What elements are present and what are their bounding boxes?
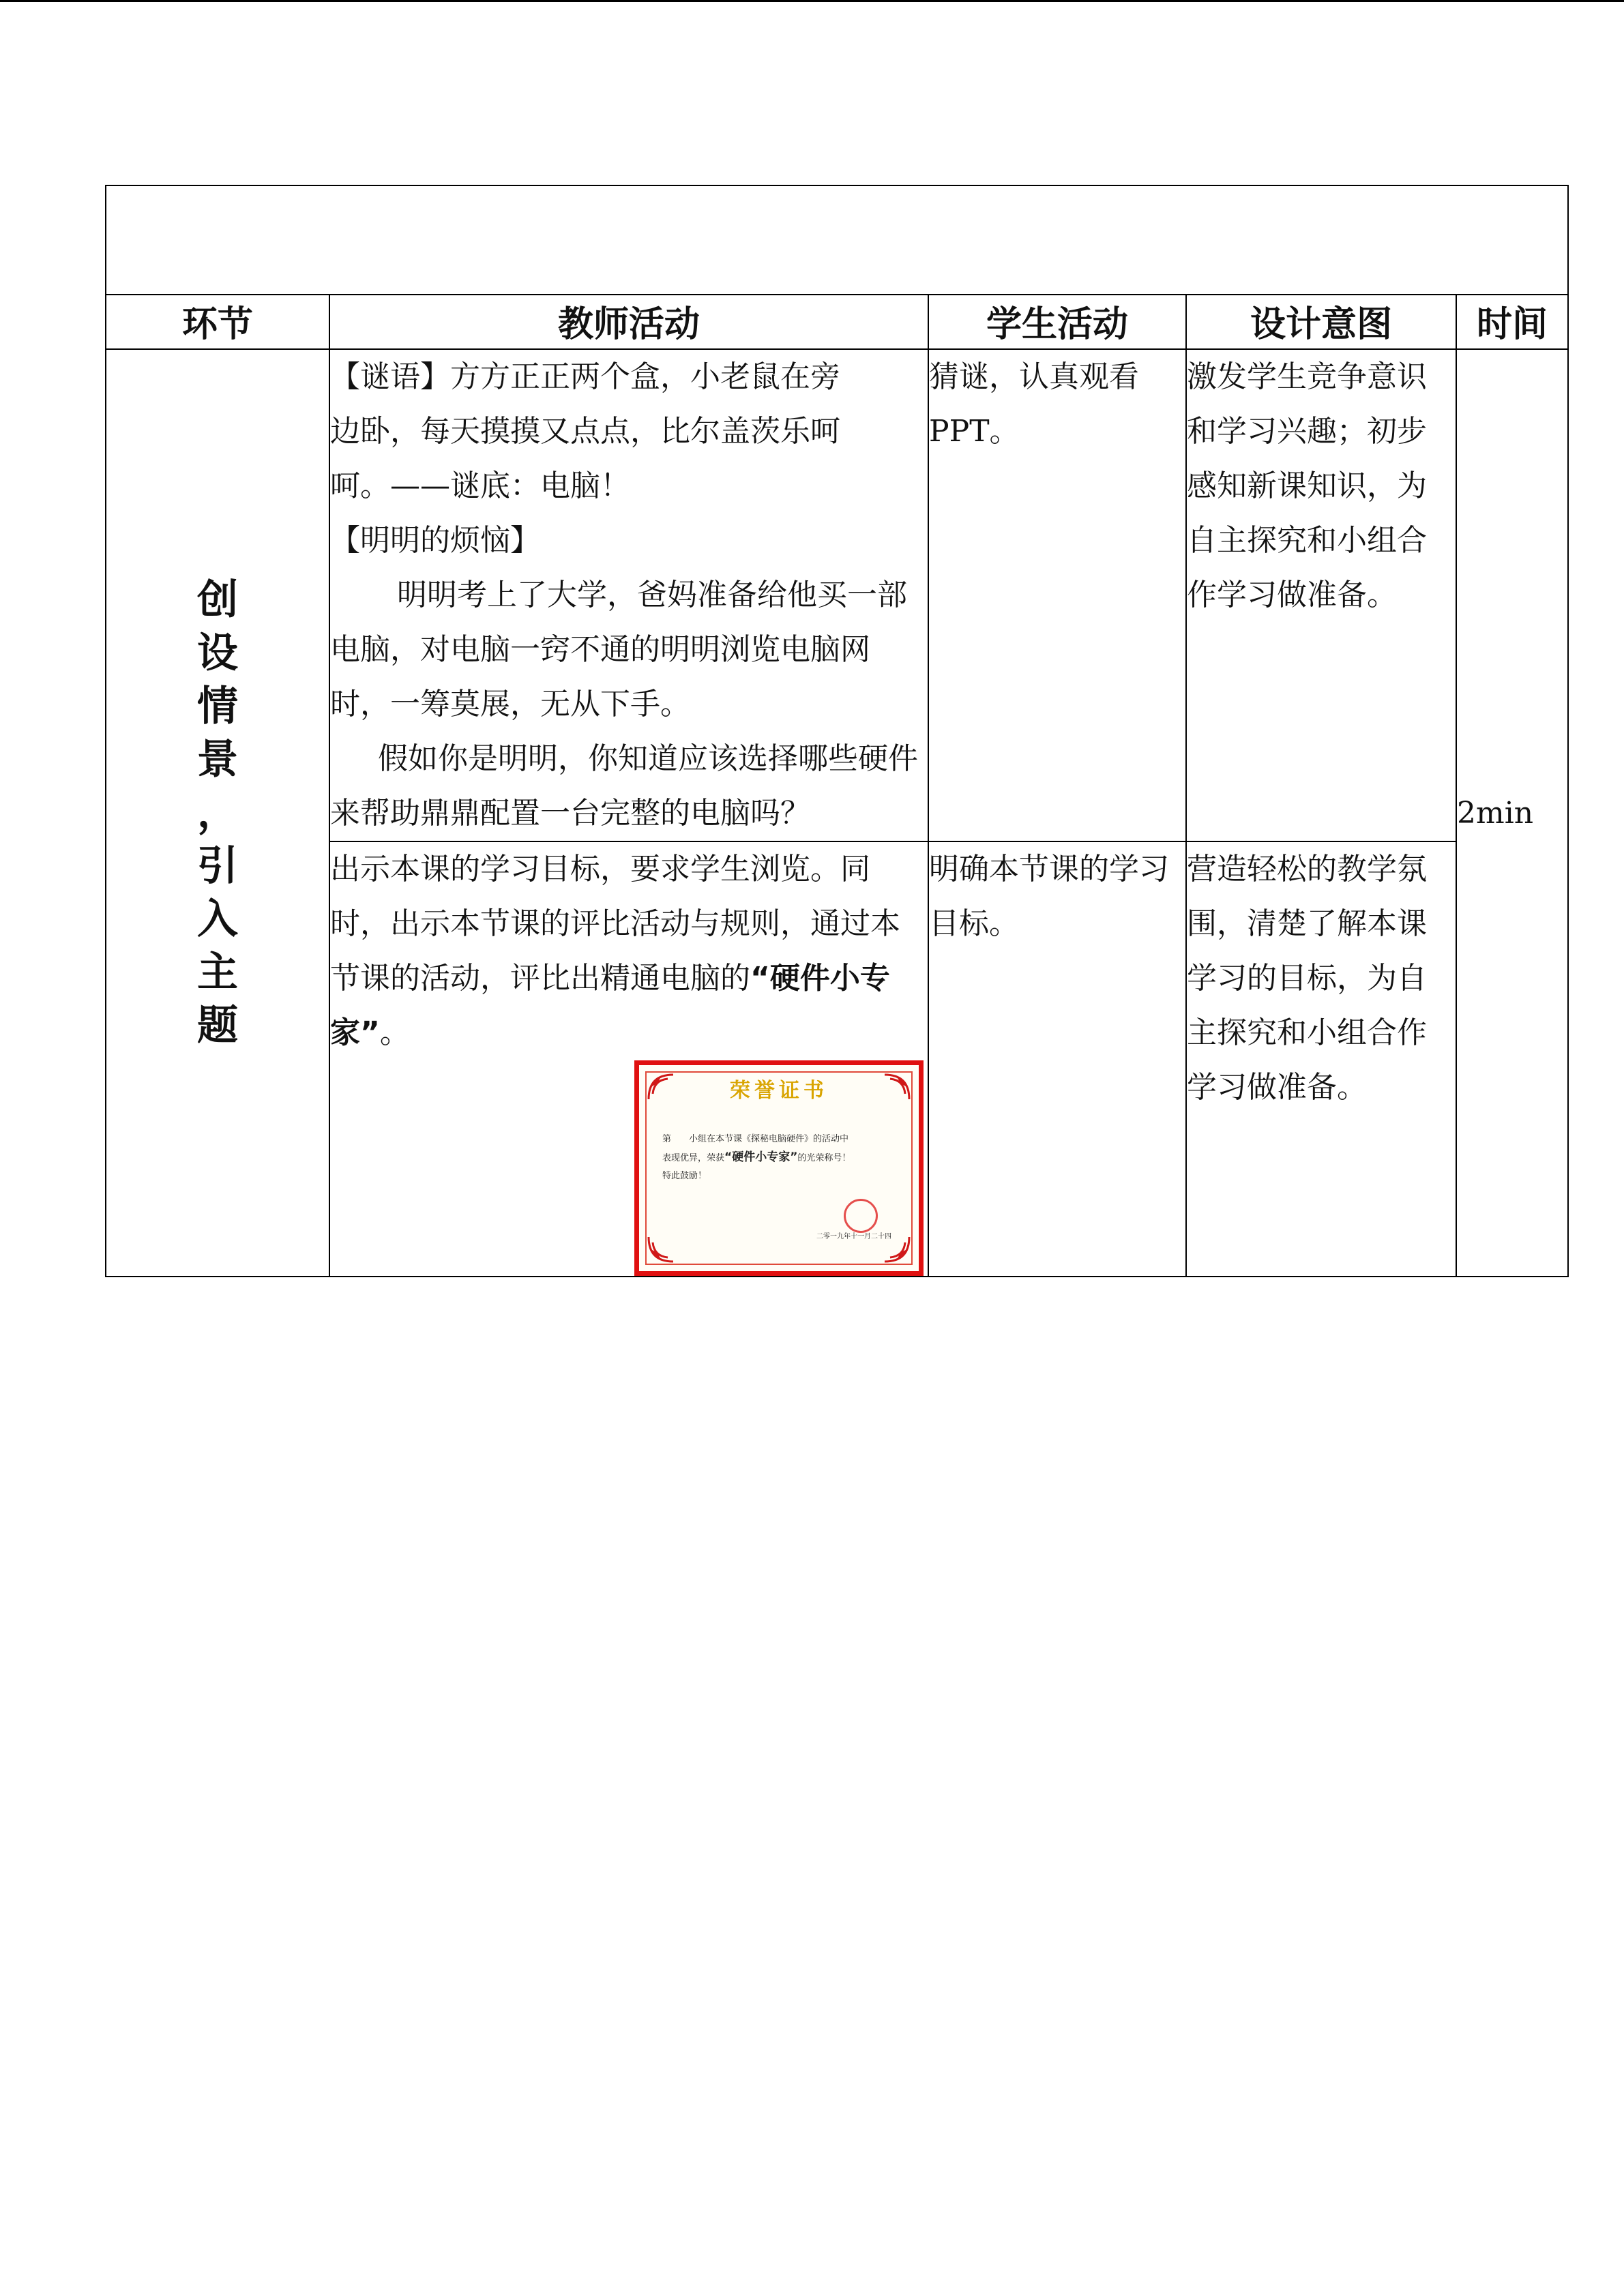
table-row bbox=[106, 349, 1568, 841]
student-activity-cell: 明确本节课的学习目标。 bbox=[928, 841, 1186, 1277]
lesson-plan-table bbox=[105, 185, 1569, 1277]
teacher-activity-cell bbox=[329, 349, 928, 841]
certificate-line: 第 小组在本节课《探秘电脑硬件》的活动中 bbox=[662, 1134, 849, 1144]
certificate-honor-name: “硬件小专家” bbox=[724, 1150, 798, 1164]
ornament-corner-icon bbox=[647, 1236, 675, 1263]
header-time: 时间 bbox=[1456, 295, 1568, 349]
stage-char: 题 bbox=[197, 1002, 238, 1049]
table-title-cell bbox=[106, 185, 1568, 295]
header-student-activity: 学生活动 bbox=[928, 295, 1186, 349]
time-cell: 2min bbox=[1456, 349, 1568, 1277]
stage-char: 入 bbox=[197, 895, 238, 943]
seal-stamp-icon bbox=[844, 1199, 878, 1233]
teacher-activity-cell bbox=[329, 841, 928, 1277]
header-row bbox=[106, 295, 1568, 349]
student-activity-cell: 猜谜，认真观看 PPT。 bbox=[928, 349, 1186, 841]
honor-certificate-image bbox=[634, 1060, 924, 1276]
header-design-intent: 设计意图 bbox=[1186, 295, 1456, 349]
certificate-text: 的光荣称号！ bbox=[797, 1153, 851, 1163]
certificate-line: 特此鼓励！ bbox=[662, 1171, 707, 1181]
design-intent-cell: 营造轻松的教学氛围，清楚了解本课学习的目标，为自主探究和小组合作学习做准备。 bbox=[1186, 841, 1456, 1277]
page-top-rule bbox=[0, 0, 1624, 2]
certificate-line bbox=[662, 1148, 901, 1167]
certificate-date: 二零一九年十一月二十四 bbox=[816, 1233, 891, 1240]
question-paragraph: 假如你是明明，你知道应该选择哪些硬件来帮助鼎鼎配置一台完整的电脑吗？ bbox=[330, 741, 918, 831]
certificate-title: 荣誉证书 bbox=[730, 1079, 828, 1103]
objectives-text: 出示本课的学习目标，要求学生浏览。同时，出示本节课的评比活动与规则，通过本节课的活动，评比出精通电脑的 bbox=[330, 852, 900, 996]
hardware-expert-title: “硬件小专家” bbox=[330, 961, 890, 1050]
stage-char: 主 bbox=[197, 949, 238, 996]
stage-char: 设 bbox=[197, 629, 238, 677]
scenario-heading: 【明明的烦恼】 bbox=[330, 523, 540, 558]
scenario-paragraph: 明明考上了大学，爸妈准备给他买一部电脑，对电脑一窍不通的明明浏览电脑网时，一筹莫展，无从下手。 bbox=[330, 578, 907, 721]
stage-cell bbox=[106, 349, 329, 1277]
header-stage: 环节 bbox=[106, 295, 329, 349]
stage-char: 景 bbox=[197, 736, 238, 784]
certificate-body bbox=[662, 1131, 901, 1185]
certificate-container bbox=[330, 1060, 928, 1276]
objectives-end: 。 bbox=[379, 1015, 410, 1050]
riddle-line: 边卧，每天摸摸又点点，比尔盖茨乐呵 bbox=[330, 414, 840, 449]
stage-char: ， bbox=[197, 789, 238, 837]
table-title-row bbox=[106, 185, 1568, 295]
stage-char: 情 bbox=[197, 683, 238, 730]
design-intent-cell: 激发学生竞争意识和学习兴趣；初步感知新课知识，为自主探究和小组合作学习做准备。 bbox=[1186, 349, 1456, 841]
stage-char: 引 bbox=[197, 842, 238, 890]
certificate-text: 表现优异，荣获 bbox=[662, 1153, 725, 1163]
riddle-line: 呵。——谜底：电脑！ bbox=[330, 468, 630, 503]
stage-char: 创 bbox=[197, 576, 238, 624]
riddle-line: 【谜语】方方正正两个盒，小老鼠在旁 bbox=[330, 359, 840, 394]
header-teacher-activity: 教师活动 bbox=[329, 295, 928, 349]
